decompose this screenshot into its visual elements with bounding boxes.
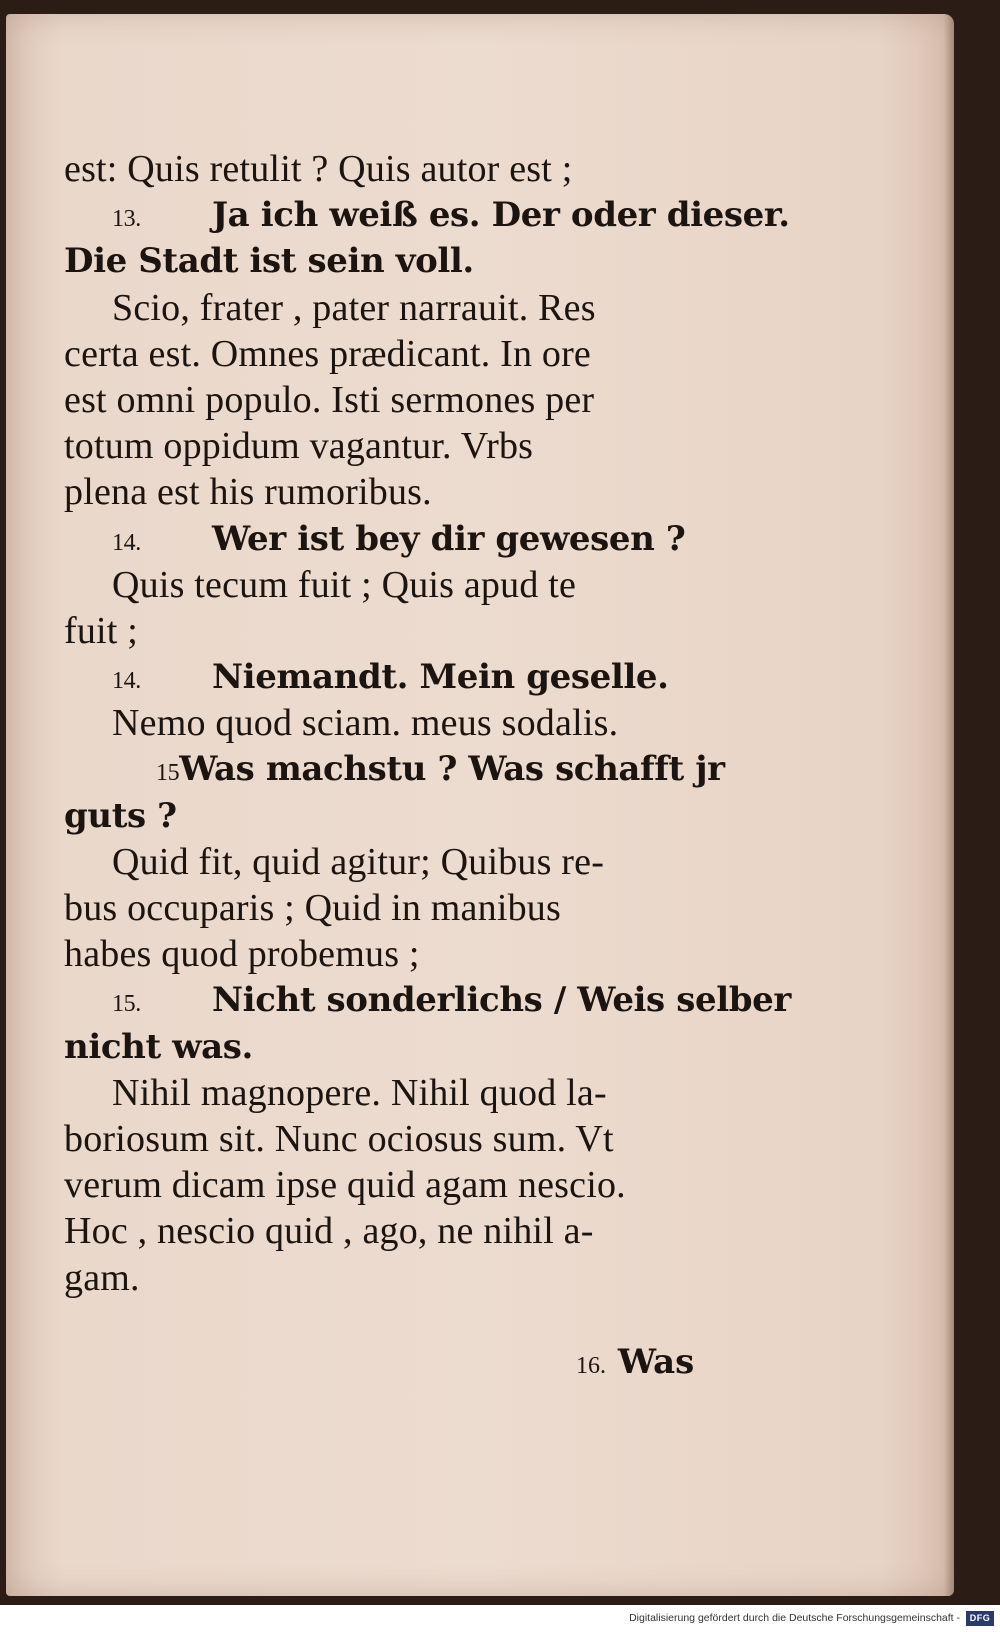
text-line-16: Quid fit, quid agitur; Quibus re-: [112, 840, 605, 883]
catchword: 16. Was: [576, 1342, 695, 1382]
text-line-12: 14. Niemandt. Mein geselle.: [64, 654, 739, 700]
text-line-18: habes quod probemus ;: [64, 933, 420, 976]
section-number: 13.: [112, 206, 141, 233]
text-line-23: verum dicam ipse quid agam nescio.: [64, 1164, 626, 1207]
text-line-17: bus occuparis ; Quid in manibus: [64, 887, 561, 929]
section-number: 15: [156, 760, 180, 787]
text-line-15: guts ?: [64, 795, 177, 836]
text-line-1: est: Quis retulit ? Quis autor est ;: [64, 148, 573, 190]
text-line-2: 13. Ja ich weiß es. Der oder dieser.: [64, 192, 739, 238]
text-line-9: 14. Wer ist bey dir gewesen ?: [64, 516, 739, 562]
text-line-24: Hoc , nescio quid , ago, ne nihil a-: [64, 1210, 594, 1253]
text-line-8: plena est his rumoribus.: [64, 471, 432, 514]
section-number: 15.: [112, 991, 141, 1018]
text-line-10: Quis tecum fuit ; Quis apud te: [112, 563, 577, 606]
footer-bar: [0, 1605, 1000, 1632]
text-line-5: certa est. Omnes prædicant. In ore: [64, 332, 591, 375]
text-line-7: totum oppidum vagantur. Vrbs: [64, 425, 534, 468]
text-line-13: Nemo quod sciam. meus sodalis.: [112, 702, 619, 745]
section-number: 16.: [576, 1353, 606, 1379]
book-page: [6, 14, 954, 1596]
text-line-3: Die Stadt ist sein voll.: [64, 241, 474, 282]
funding-credit: Digitalisierung gefördert durch die Deutsche Forschungsgemeinschaft -: [629, 1612, 960, 1624]
text-line-19: 15. Nicht sonderlichs / Weis selber: [64, 977, 739, 1023]
text-line-11: fuit ;: [64, 609, 139, 652]
text-line-6: est omni populo. Isti sermones per: [64, 378, 595, 421]
text-line-25: gam.: [64, 1256, 140, 1299]
section-number: 14.: [112, 529, 141, 556]
page-text: [64, 146, 791, 1301]
text-line-22: boriosum sit. Nunc ociosus sum. Vt: [64, 1117, 614, 1160]
text-line-14: 15Was machstu ? Was schafft jr: [156, 749, 725, 790]
text-line-20: nicht was.: [64, 1026, 253, 1067]
text-line-4: Scio, frater , pater narrauit. Res: [112, 286, 596, 329]
section-number: 14.: [112, 668, 141, 695]
dfg-logo-icon: DFG: [966, 1611, 994, 1626]
text-line-21: Nihil magnopere. Nihil quod la-: [112, 1071, 607, 1114]
